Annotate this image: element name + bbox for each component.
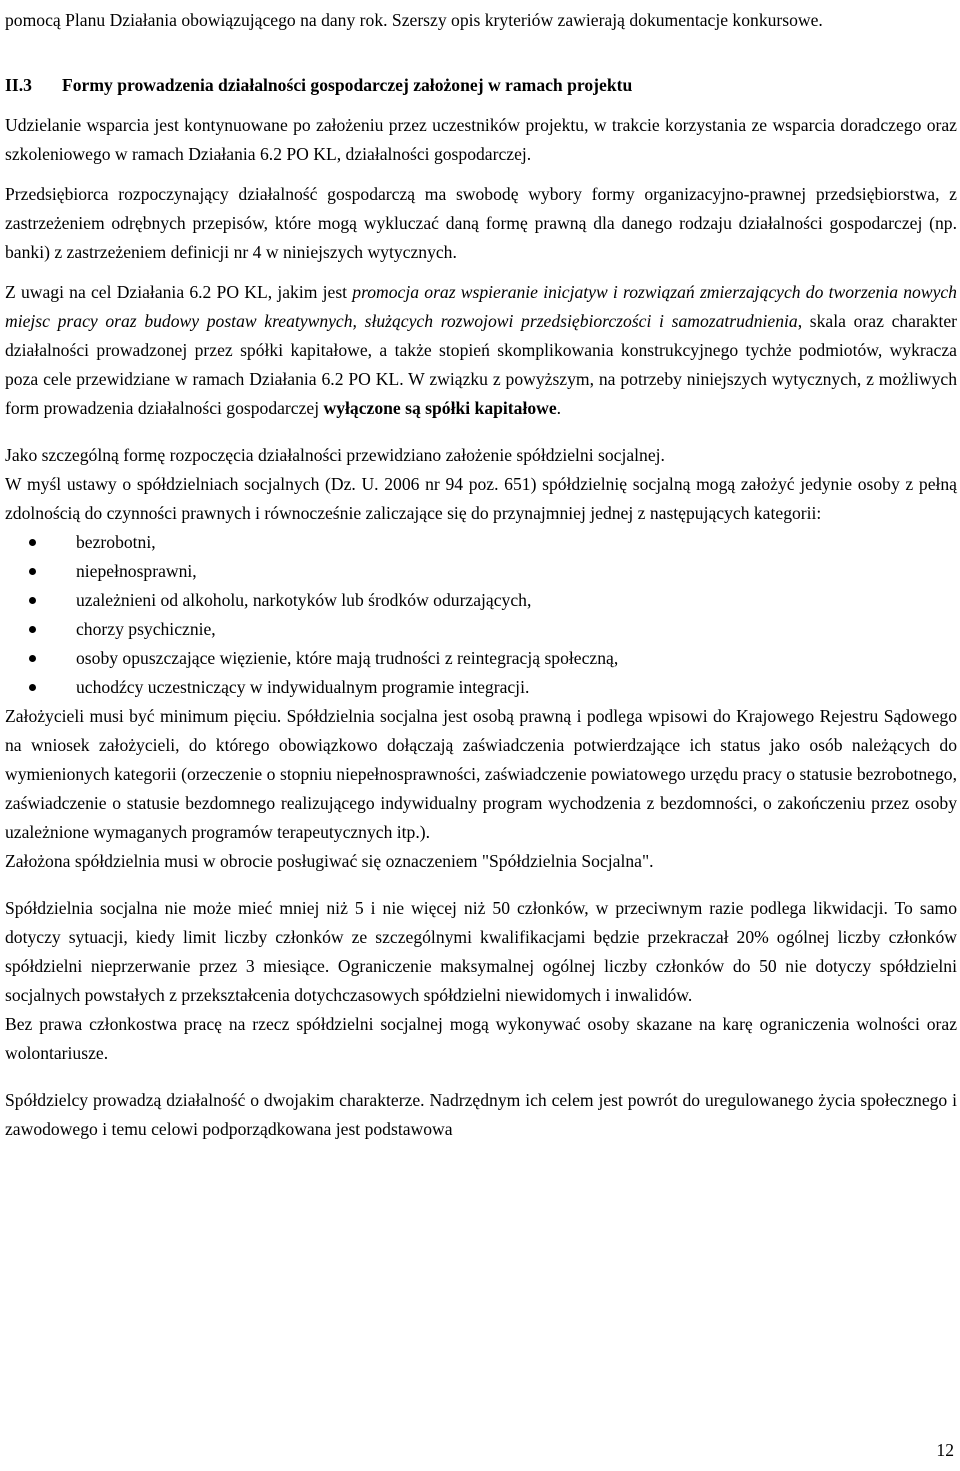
- bullet-icon: [29, 568, 36, 575]
- paragraph-naming: Założona spółdzielnia musi w obrocie posługiwać się oznaczeniem "Spółdzielnia Socjalna".: [5, 851, 654, 871]
- paragraph-founders: Założycieli musi być minimum pięciu. Spółdzielnia socjalna jest osobą prawną i podlega wpisowi do Krajowego Rejestru Sądowego na wniosek założycieli, do którego obowiązkowo dołączają zaświadczenia potwierdzające ich status jako osób należących do wymienionych kategorii (orzeczenie o stopniu niepełnosprawności, zaświadczenie powiatowego urzędu pracy o statusie bezrobotnego, zaświadczenie o statusie bezdomnego realizującego indywidualny program wychodzenia z bezdomności, o zakończeniu przez osoby uzależnione wymaganych programów terapeutycznych itp.).: [5, 706, 957, 842]
- list-item: uchodźcy uczestniczący w indywidualnym programie integracji.: [5, 673, 957, 702]
- list-item: bezrobotni,: [5, 528, 957, 557]
- paragraph-social-cooperative: Jako szczególną formę rozpoczęcia działalności przewidziano założenie spółdzielni socjalnej.: [5, 445, 665, 465]
- list-item: osoby opuszczające więzienie, które mają trudności z reintegracją społeczną,: [5, 644, 957, 673]
- page-number: 12: [936, 1440, 954, 1460]
- paragraph-capital-companies-text-a: Z uwagi na cel Działania 6.2 PO KL, jakim jest: [5, 282, 353, 302]
- list-item: uzależnieni od alkoholu, narkotyków lub środków odurzających,: [5, 586, 957, 615]
- paragraph-capital-companies: [5, 278, 957, 423]
- measure-goal-emphasis: promocja oraz wspieranie inicjatyw i rozwiązań zmierzających do tworzenia nowych miejsc pracy oraz budowy postaw kreatywnych, służących rozwojowi przedsiębiorczości i samozatrudnienia: [5, 282, 957, 331]
- bullet-icon: [29, 539, 36, 546]
- list-item: niepełnosprawni,: [5, 557, 957, 586]
- bullet-icon: [29, 684, 36, 691]
- paragraph-capital-companies-text-b: , skala oraz charakter działalności prowadzonej przez spółki kapitałowe, a także stopień skomplikowania konstrukcyjnego tychże podmiotów, wykracza poza cele przewidziane w ramach Działania 6.2 PO KL. W związku z powyższym, na potrzeby niniejszych wytycznych, z możliwych form prowadzenia działalności gospodarczej: [5, 311, 957, 418]
- document-page: [5, 6, 957, 1144]
- paragraph-capital-companies-text-c: .: [556, 398, 562, 418]
- section-title: Formy prowadzenia działalności gospodarczej założonej w ramach projektu: [62, 75, 633, 95]
- paragraph-cooperative-purpose: Spółdzielcy prowadzą działalność o dwojakim charakterze. Nadrzędnym ich celem jest powrót do uregulowanego życia społecznego i zawodowego i temu celowi podporządkowana jest podstawowa: [5, 1090, 957, 1139]
- section-heading: [5, 71, 957, 100]
- paragraph-support-continuation: Udzielanie wsparcia jest kontynuowane po założeniu przez uczestników projektu, w trakcie korzystania ze wsparcia doradczego oraz szkoleniowego w ramach Działania 6.2 PO KL, działalności gospodarczej.: [5, 115, 957, 164]
- bullet-icon: [29, 655, 36, 662]
- founder-categories-list: [5, 528, 957, 702]
- paragraph-cooperative-law: W myśl ustawy o spółdzielniach socjalnych (Dz. U. 2006 nr 94 poz. 651) spółdzielnię socjalną mogą założyć jedynie osoby z pełną zdolnością do czynności prawnych i równocześnie zaliczające się do przynajmniej jednej z następujących kategorii:: [5, 474, 957, 523]
- paragraph-non-member-work: Bez prawa członkostwa pracę na rzecz spółdzielni socjalnej mogą wykonywać osoby skazane na karę ograniczenia wolności oraz wolontariusze.: [5, 1014, 957, 1063]
- list-item: chorzy psychicznie,: [5, 615, 957, 644]
- paragraph-legal-form: Przedsiębiorca rozpoczynający działalność gospodarczą ma swobodę wybory formy organizacyjno-prawnej przedsiębiorstwa, z zastrzeżeniem odrębnych przepisów, które mogą wykluczać daną formę prawną dla danego rodzaju działalności gospodarczej (np. banki) z zastrzeżeniem definicji nr 4 w niniejszych wytycznych.: [5, 184, 957, 262]
- bullet-icon: [29, 626, 36, 633]
- intro-paragraph: pomocą Planu Działania obowiązującego na dany rok. Szerszy opis kryteriów zawierają dokumentacje konkursowe.: [5, 10, 823, 30]
- exclusion-emphasis: wyłączone są spółki kapitałowe: [323, 398, 557, 418]
- bullet-icon: [29, 597, 36, 604]
- paragraph-membership-limits: Spółdzielnia socjalna nie może mieć mniej niż 5 i nie więcej niż 50 członków, w przeciwnym razie podlega likwidacji. To samo dotyczy sytuacji, kiedy limit liczby członków ze szczególnymi kwalifikacjami będzie przekraczał 20% ogólnej liczby członków spółdzielni nieprzerwanie przez 3 miesiące. Ograniczenie maksymalnej ogólnej liczby członków do 50 nie dotyczy spółdzielni socjalnych powstałych z przekształcenia dotychczasowych spółdzielni niewidomych i inwalidów.: [5, 898, 957, 1005]
- section-number: II.3: [5, 75, 32, 95]
